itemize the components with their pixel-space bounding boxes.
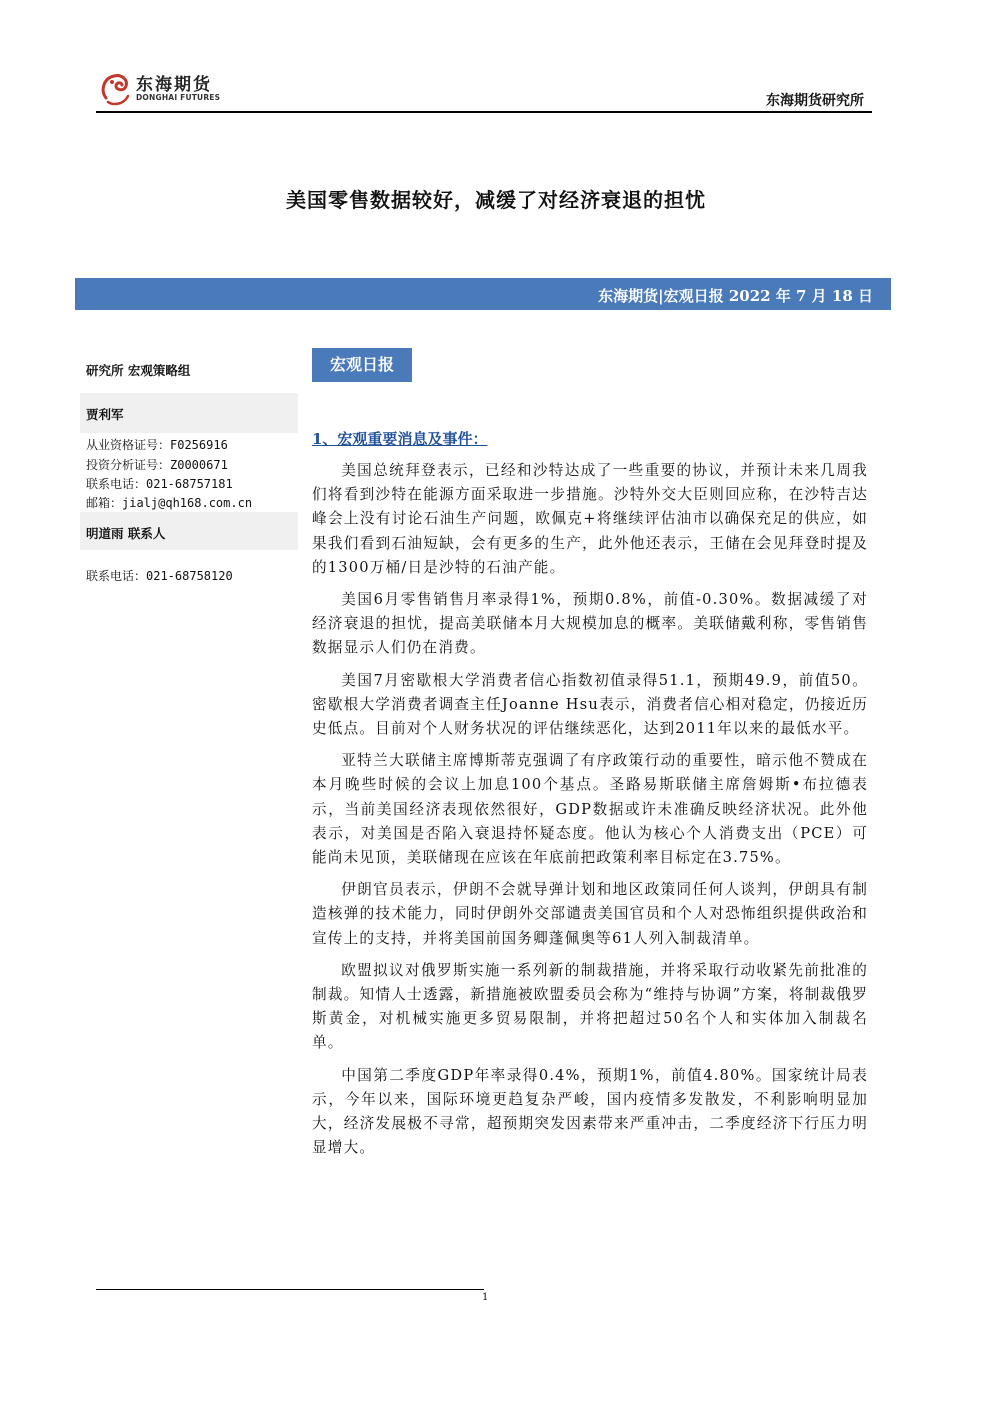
paragraph: 亚特兰大联储主席博斯蒂克强调了有序政策行动的重要性，暗示他不赞成在本月晚些时候的会议上加息100个基点。圣路易斯联储主席詹姆斯•布拉德表示，当前美国经济表现依然很好，GDP数据或许未准确反映经济状况。此外他表示，对美国是否陷入衰退持怀疑态度。他认为核心个人消费支出（PCE）可能尚未见顶，美联储现在应该在年底前把政策利率目标定在3.75%。 — [312, 752, 868, 867]
analyst-phone: 联系电话：021-68757181 — [86, 477, 233, 491]
contact-phone: 联系电话：021-68758120 — [86, 569, 233, 583]
paragraph: 伊朗官员表示，伊朗不会就导弹计划和地区政策同任何人谈判，伊朗具有制造核弹的技术能力，同时伊朗外交部谴责美国官员和个人对恐怖组织提供政治和宣传上的支持，并将美国前国务卿蓬佩奥等61人列入制裁清单。 — [312, 881, 868, 947]
article-body — [312, 459, 868, 1168]
analyst-invest-license: 投资分析证号：Z0000671 — [86, 458, 228, 472]
paragraph: 美国7月密歇根大学消费者信心指数初值录得51.1，预期49.9，前值50。密歇根大学消费者调查主任Joanne Hsu表示，消费者信心相对稳定，仍接近历史低点。目前对个人财务状况的评估继续恶化，达到2011年以来的最低水平。 — [312, 671, 868, 738]
paragraph: 欧盟拟议对俄罗斯实施一系列新的制裁措施，并将采取行动收紧先前批准的制裁。知情人士透露，新措施被欧盟委员会称为“维持与协调”方案，将制裁俄罗斯黄金，对机械实施更多贸易限制，并将把超过50名个人和实体加入制裁名单。 — [312, 961, 868, 1052]
report-title: 美国零售数据较好，减缓了对经济衰退的担忧 — [286, 188, 706, 212]
contact-name: 明道雨 联系人 — [86, 526, 166, 541]
dragon-logo-icon — [98, 68, 134, 108]
paragraph: 美国总统拜登表示，已经和沙特达成了一些重要的协议，并预计未来几周我们将看到沙特在能源方面采取进一步措施。沙特外交大臣则回应称，在沙特吉达峰会上没有讨论石油生产问题，欧佩克+将继续评估油市以确保充足的供应，如果我们看到石油短缺，会有更多的生产，此外他还表示，王储在会见拜登时提及的1300万桶/日是沙特的石油产能。 — [312, 462, 868, 576]
report-type-tag: 宏观日报 — [312, 348, 412, 382]
footer-divider — [96, 1289, 484, 1290]
section-title[interactable]: 1、宏观重要消息及事件： — [312, 430, 488, 448]
sidebar-group: 研究所 宏观策略组 — [86, 363, 191, 378]
logo-text-en: DONGHAI FUTURES — [136, 93, 221, 102]
paragraph: 美国6月零售销售月率录得1%，预期0.8%，前值-0.30%。数据减缓了对经济衰退的担忧，提高美联储本月大规模加息的概率。美联储戴利称，零售销售数据显示人们仍在消费。 — [312, 591, 868, 657]
analyst-email[interactable]: 邮箱：jialj@qh168.com.cn — [86, 496, 253, 510]
analyst-name: 贾利军 — [86, 407, 124, 422]
paragraph: 中国第二季度GDP年率录得0.4%，预期1%，前值4.80%。国家统计局表示，今年以来，国际环境更趋复杂严峻，国内疫情多发散发，不利影响明显加大，经济发展极不寻常，超预期突发因素带来严重冲击，二季度经济下行压力明显增大。 — [312, 1066, 868, 1157]
page-number: 1 — [482, 1292, 489, 1303]
institute-name: 东海期货研究所 — [766, 93, 864, 109]
date-banner — [75, 278, 891, 310]
analyst-license: 从业资格证号：F0256916 — [86, 438, 228, 452]
banner-text: 东海期货|宏观日报 2022 年 7 月 18 日 — [598, 287, 873, 305]
header-divider — [96, 111, 872, 113]
logo-text-cn: 东海期货 — [136, 75, 212, 95]
